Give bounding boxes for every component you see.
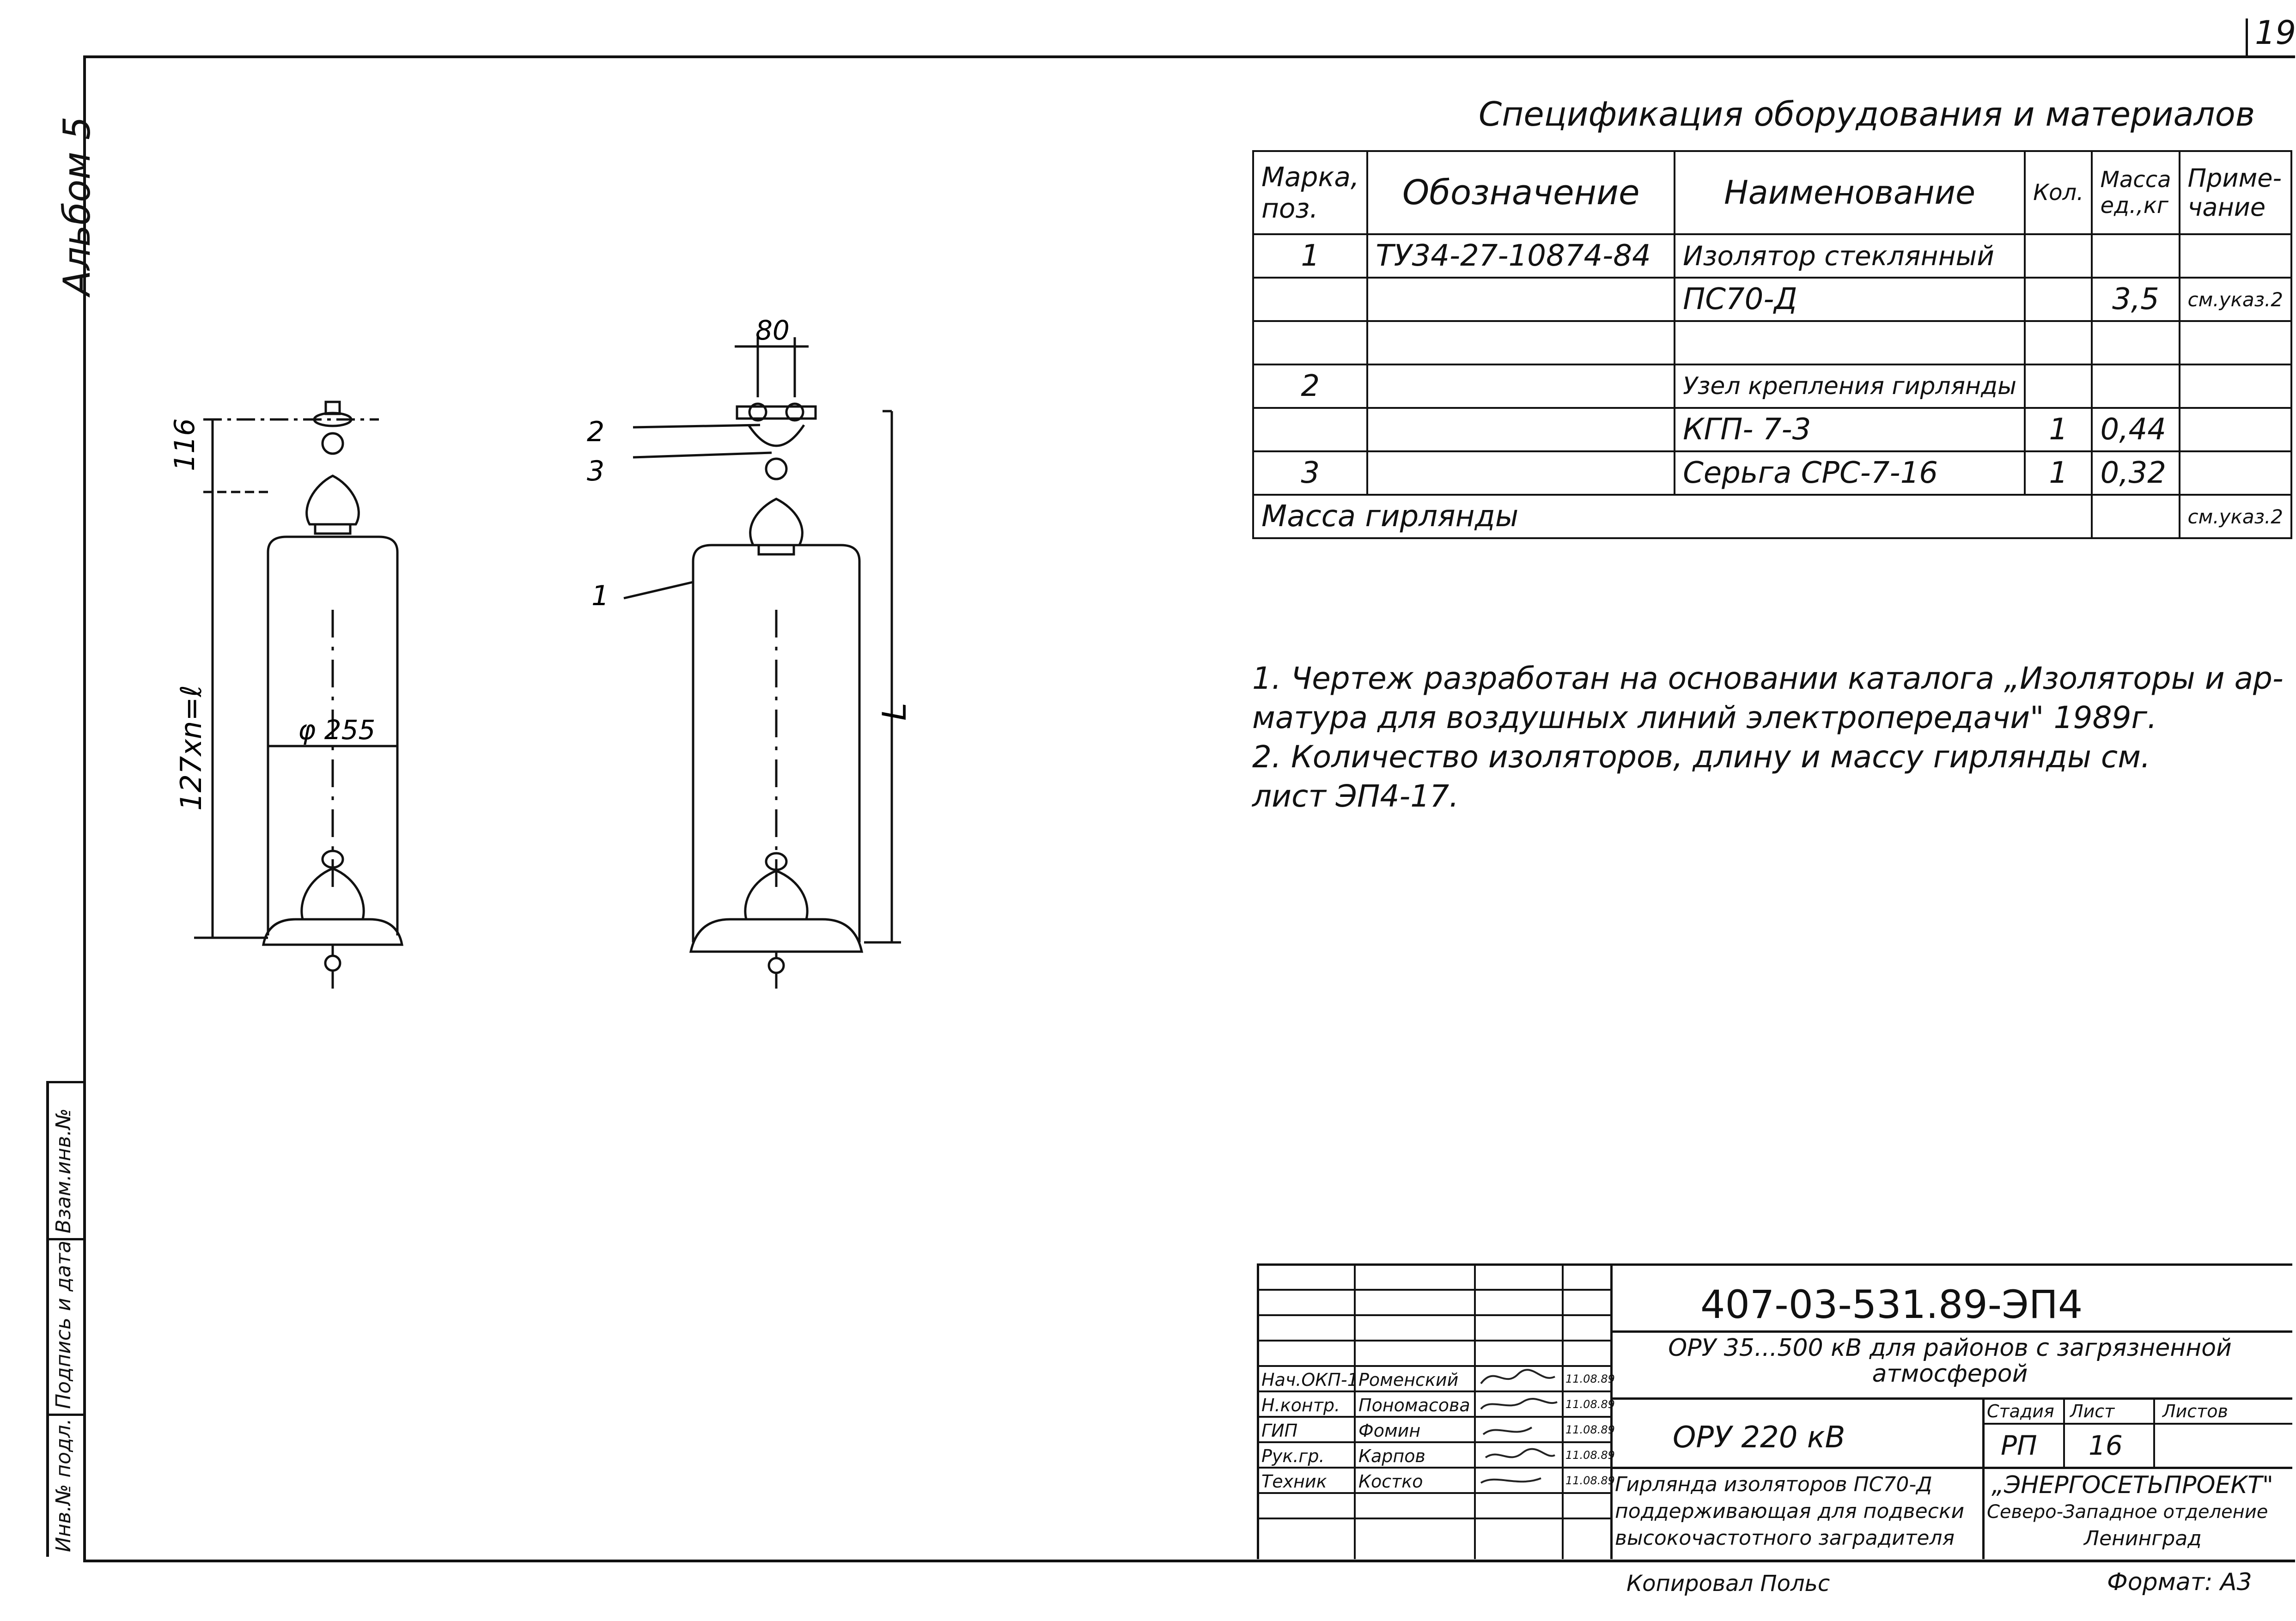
staff-date-5: 11.08.89 bbox=[1565, 1474, 1615, 1487]
staff-name-1: Роменский bbox=[1358, 1370, 1459, 1390]
staff-name-4: Карпов bbox=[1358, 1446, 1425, 1466]
staff-date-2: 11.08.89 bbox=[1565, 1398, 1615, 1411]
left-dim-top: 116 bbox=[169, 418, 201, 471]
left-dim-height: 127хn=ℓ bbox=[174, 685, 208, 811]
staff-role-5: Техник bbox=[1261, 1471, 1327, 1492]
side-stamp bbox=[46, 1081, 83, 1557]
staff-name-5: Костко bbox=[1358, 1471, 1423, 1492]
hdr-note: Приме- чание bbox=[2180, 151, 2292, 234]
right-dim-length: L bbox=[876, 703, 914, 721]
note-line-2: матура для воздушных линий электропередачи" 1989г. bbox=[1252, 700, 2157, 735]
hdr-qty: Кол. bbox=[2025, 151, 2092, 234]
signatures bbox=[1476, 1365, 1562, 1494]
podpis-data-label: Подпись и дата bbox=[52, 1240, 75, 1409]
staff-role-1: Нач.ОКП-1 bbox=[1261, 1370, 1358, 1390]
note-line-1: 1. Чертеж разработан на основании каталога „Изоляторы и ар- bbox=[1252, 661, 2284, 696]
spec-total-row bbox=[1253, 495, 2291, 538]
hdr-name: Наименование bbox=[1675, 151, 2025, 234]
object-name: ОРУ 220 кВ bbox=[1673, 1421, 1845, 1455]
sheets-label: Листов bbox=[2162, 1401, 2228, 1421]
staff-role-3: ГИП bbox=[1261, 1421, 1298, 1441]
org-name: „ЭНЕРГОСЕТЬПРОЕКТ" bbox=[1991, 1471, 2273, 1499]
sheet-number: 19 bbox=[2255, 14, 2296, 52]
spec-row: 3 Серьга СРС-7-16 1 0,32 bbox=[1253, 451, 2291, 495]
note-line-4: лист ЭП4-17. bbox=[1252, 778, 1459, 814]
staff-role-4: Рук.гр. bbox=[1261, 1446, 1325, 1466]
insulator-view-right bbox=[578, 314, 993, 1007]
callout-2: 2 bbox=[587, 416, 605, 448]
format-label: Формат: А3 bbox=[2107, 1568, 2252, 1596]
staff-name-3: Фомин bbox=[1358, 1421, 1421, 1441]
spec-row bbox=[1253, 321, 2291, 364]
staff-date-1: 11.08.89 bbox=[1565, 1372, 1615, 1385]
spec-header-row bbox=[1253, 151, 2291, 234]
doc-code: 407-03-531.89-ЭП4 bbox=[1700, 1282, 2083, 1327]
hdr-mass: Масса ед.,кг bbox=[2092, 151, 2179, 234]
org-branch: Северо-Западное отделение bbox=[1987, 1501, 2268, 1523]
staff-role-2: Н.контр. bbox=[1261, 1395, 1340, 1415]
insulator-view-left bbox=[169, 370, 527, 1016]
drawing-title: Гирлянда изоляторов ПС70-Д поддерживающая для подвески высокочастотного заградителя bbox=[1615, 1473, 1965, 1550]
spec-title: Спецификация оборудования и материалов bbox=[1479, 95, 2255, 134]
right-dim-width: 80 bbox=[755, 315, 790, 346]
album-label: Альбом 5 bbox=[55, 116, 98, 296]
spec-total-note: см.указ.2 bbox=[2180, 495, 2292, 538]
note-line-3: 2. Количество изоляторов, длину и массу гирлянды см. bbox=[1252, 739, 2150, 775]
spec-table bbox=[1252, 150, 2292, 539]
stage-label: Стадия bbox=[1987, 1401, 2054, 1421]
staff-name-2: Пономасова bbox=[1358, 1395, 1470, 1415]
vzam-inv-label: Взам.инв.№ bbox=[52, 1108, 75, 1233]
staff-date-4: 11.08.89 bbox=[1565, 1449, 1615, 1462]
left-dim-dia: φ 255 bbox=[298, 714, 376, 746]
spec-row: ПС70-Д 3,5 см.указ.2 bbox=[1253, 278, 2291, 321]
stage-value: РП bbox=[2001, 1430, 2037, 1461]
copied-by: Копировал Польс bbox=[1626, 1571, 1830, 1597]
callout-3: 3 bbox=[587, 455, 605, 487]
org-city: Ленинград bbox=[2084, 1527, 2202, 1550]
sheet-number-divider bbox=[2246, 18, 2248, 55]
project-name: ОРУ 35...500 кВ для районов с загрязненной атмосферой bbox=[1668, 1334, 2232, 1388]
callout-1: 1 bbox=[591, 580, 609, 612]
staff-date-3: 11.08.89 bbox=[1565, 1423, 1615, 1436]
hdr-pos: Марка, поз. bbox=[1253, 151, 1367, 234]
sheet-label: Лист bbox=[2070, 1401, 2115, 1421]
spec-total-label: Масса гирлянды bbox=[1253, 495, 2092, 538]
sheet-value: 16 bbox=[2089, 1430, 2123, 1461]
hdr-designation: Обозначение bbox=[1367, 151, 1675, 234]
title-block bbox=[1257, 1263, 2292, 1559]
inv-podl-label: Инв.№ подл. bbox=[52, 1418, 75, 1552]
spec-row: 2 Узел крепления гирлянды bbox=[1253, 364, 2291, 408]
spec-row: КГП- 7-3 1 0,44 bbox=[1253, 408, 2291, 451]
spec-row: 1 ТУ34-27-10874-84 Изолятор стеклянный bbox=[1253, 234, 2291, 278]
